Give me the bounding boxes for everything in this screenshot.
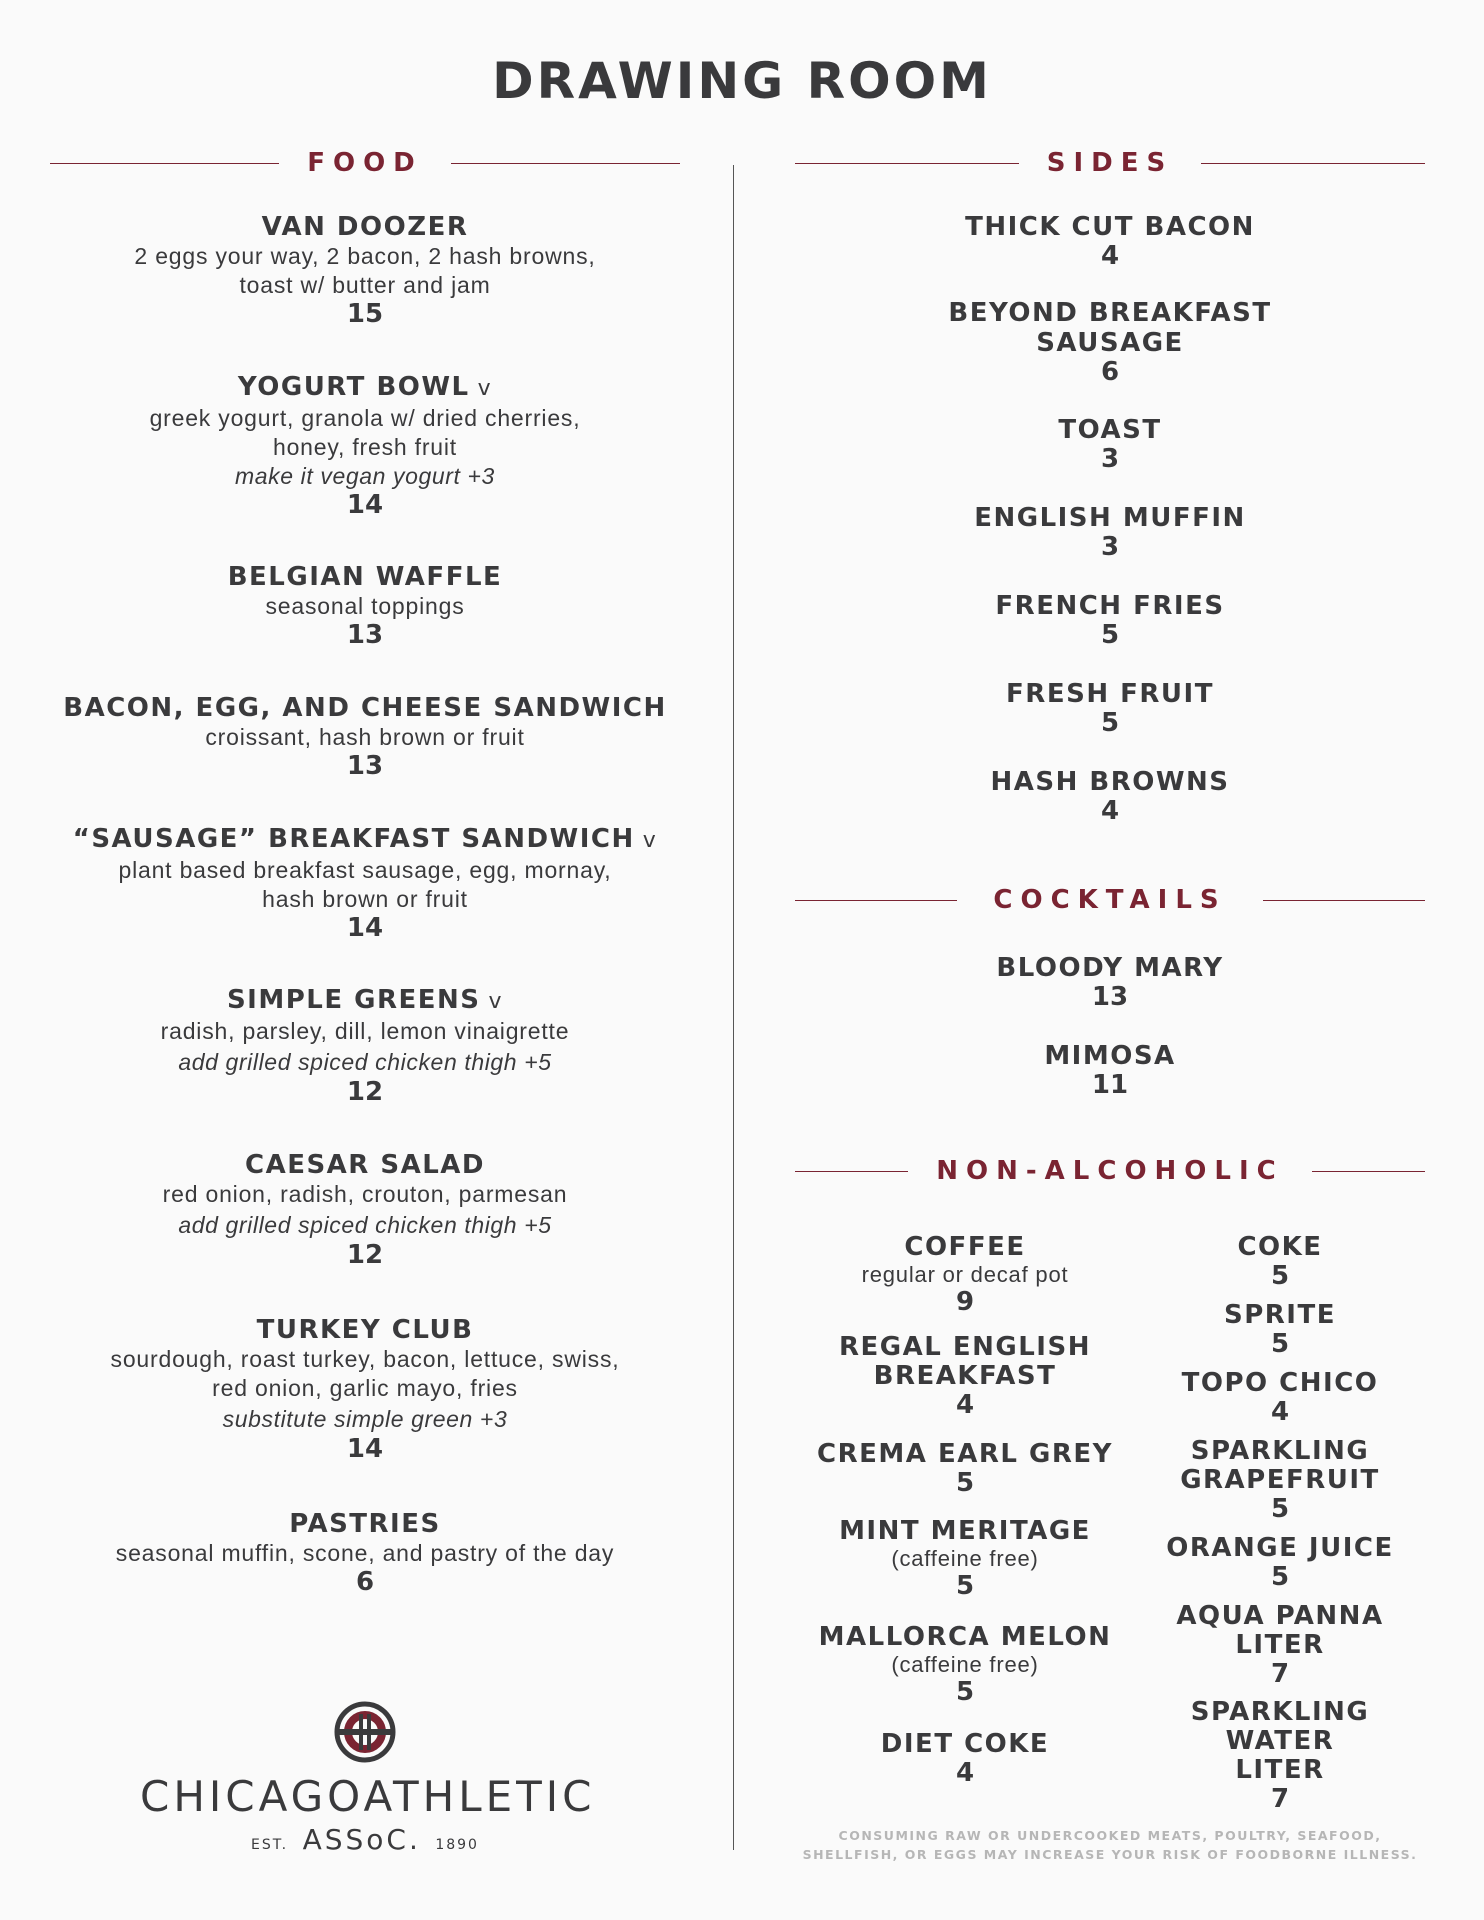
item-price: 15 (346, 299, 384, 329)
cocktail-item-mimosa (795, 1041, 1425, 1099)
item-price: 5 (1270, 1562, 1290, 1592)
item-name: PASTRIES (289, 1509, 441, 1539)
na-item-diet-coke (795, 1730, 1135, 1787)
item-name: SPARKLING WATER (1190, 1697, 1370, 1756)
item-name: SIMPLE GREENS (226, 985, 481, 1015)
sides-heading: SIDES (1046, 148, 1174, 178)
item-name: TURKEY CLUB (256, 1315, 474, 1345)
item-name: MINT MERITAGE (839, 1516, 1091, 1546)
vegetarian-marker: v (642, 828, 658, 853)
item-price: 13 (346, 751, 384, 781)
food-safety-disclaimer (800, 1826, 1420, 1864)
side-item-french-fries (795, 591, 1425, 649)
item-name: GRAPEFRUIT (1180, 1465, 1380, 1495)
logo-wordmark: CHICAGOATHLETIC (140, 1772, 596, 1821)
food-item-caesar-salad (50, 1150, 680, 1269)
item-price: 6 (355, 1567, 375, 1597)
non-alcoholic-heading: NON-ALCOHOLIC (936, 1156, 1284, 1186)
item-price: 5 (955, 1677, 975, 1707)
item-name: YOGURT BOWL (237, 372, 470, 402)
divider-rule (795, 163, 1019, 164)
right-column (795, 0, 1425, 1920)
food-item-belgian-waffle (50, 562, 680, 649)
divider-rule (451, 163, 680, 164)
cocktails-section-header (795, 885, 1425, 915)
item-price: 13 (346, 620, 384, 650)
na-item-orange-juice (1135, 1534, 1425, 1591)
item-price: 3 (1100, 444, 1120, 474)
side-item-bacon (795, 212, 1425, 270)
item-name: CAESAR SALAD (244, 1150, 485, 1180)
sides-section-header (795, 148, 1425, 178)
non-alcoholic-section-header (795, 1156, 1425, 1186)
item-price: 3 (1100, 532, 1120, 562)
page-title: DRAWING ROOM (492, 52, 992, 110)
na-item-sprite (1135, 1301, 1425, 1358)
cocktails-heading: COCKTAILS (993, 885, 1227, 915)
item-desc: croissant, hash brown or fruit (205, 724, 525, 750)
item-desc: 2 eggs your way, 2 bacon, 2 hash browns, (134, 243, 596, 269)
item-price: 11 (1091, 1070, 1129, 1100)
divider-rule (795, 900, 957, 901)
item-note: add grilled spiced chicken thigh +5 (178, 1212, 552, 1238)
item-note: substitute simple green +3 (222, 1406, 508, 1432)
item-name: ORANGE JUICE (1166, 1533, 1394, 1563)
item-name: TOAST (1058, 415, 1162, 445)
item-desc: sourdough, roast turkey, bacon, lettuce, swiss, (110, 1346, 620, 1372)
item-name: REGAL ENGLISH (839, 1332, 1091, 1362)
divider-rule (1201, 163, 1425, 164)
side-item-english-muffin (795, 503, 1425, 561)
divider-rule (1263, 900, 1425, 901)
item-name: HASH BROWNS (990, 767, 1230, 797)
food-column (50, 0, 680, 1920)
item-name: MALLORCA MELON (818, 1622, 1112, 1652)
item-name: ENGLISH MUFFIN (974, 503, 1246, 533)
food-item-yogurt-bowl (50, 372, 680, 519)
item-name: FRESH FRUIT (1006, 679, 1214, 709)
side-item-hash-browns (795, 767, 1425, 825)
item-name: MIMOSA (1044, 1041, 1176, 1071)
item-price: 14 (346, 490, 384, 520)
item-desc: radish, parsley, dill, lemon vinaigrette (160, 1018, 570, 1044)
item-price: 14 (346, 913, 384, 943)
item-desc: plant based breakfast sausage, egg, mornay, (118, 857, 612, 883)
item-price: 5 (1270, 1329, 1290, 1359)
food-item-turkey-club (50, 1315, 680, 1463)
na-item-crema-earl-grey (795, 1440, 1135, 1497)
logo-assoc: ASSoC. (302, 1823, 421, 1856)
item-price: 14 (346, 1434, 384, 1464)
item-price: 4 (955, 1390, 975, 1420)
item-desc: regular or decaf pot (861, 1262, 1069, 1287)
item-name: SPRITE (1224, 1300, 1336, 1330)
na-item-topo-chico (1135, 1369, 1425, 1426)
item-price: 4 (1270, 1397, 1290, 1427)
item-price: 5 (1270, 1494, 1290, 1524)
na-item-coke (1135, 1233, 1425, 1290)
item-name: AQUA PANNA (1176, 1601, 1384, 1631)
item-desc: (caffeine free) (891, 1546, 1039, 1571)
item-price: 6 (1100, 357, 1120, 387)
vegetarian-marker: v (488, 989, 504, 1014)
disclaimer-line: CONSUMING RAW OR UNDERCOOKED MEATS, POULTRY, SEAFOOD, (838, 1828, 1382, 1843)
item-desc: (caffeine free) (891, 1652, 1039, 1677)
disclaimer-line: SHELLFISH, OR EGGS MAY INCREASE YOUR RISK OF FOODBORNE ILLNESS. (802, 1847, 1418, 1862)
item-price: 5 (1100, 620, 1120, 650)
item-price: 13 (1091, 982, 1129, 1012)
item-name: LITER (1235, 1630, 1325, 1660)
item-name: COFFEE (904, 1232, 1026, 1262)
item-desc: red onion, radish, crouton, parmesan (162, 1181, 568, 1207)
food-item-simple-greens (50, 985, 680, 1106)
item-price: 4 (1100, 241, 1120, 271)
na-item-mallorca-melon (795, 1623, 1135, 1706)
item-name: DIET COKE (880, 1729, 1050, 1759)
item-desc: seasonal muffin, scone, and pastry of the day (115, 1540, 615, 1566)
item-name: THICK CUT BACON (965, 212, 1255, 242)
item-price: 4 (1100, 796, 1120, 826)
item-name: CREMA EARL GREY (817, 1439, 1113, 1469)
item-desc: honey, fresh fruit (272, 434, 457, 460)
na-item-sparkling-water (1135, 1698, 1425, 1813)
item-note: add grilled spiced chicken thigh +5 (178, 1049, 552, 1075)
logo-tagline (140, 1823, 590, 1856)
food-item-sausage-sandwich (50, 824, 680, 942)
item-price: 4 (955, 1758, 975, 1788)
chicago-athletic-logo (140, 1700, 596, 1860)
logo-year: 1890 (435, 1837, 479, 1853)
food-section-header (50, 148, 680, 178)
food-item-bacon-egg-cheese (50, 693, 680, 780)
food-heading: FOOD (307, 148, 423, 178)
item-name: TOPO CHICO (1181, 1368, 1379, 1398)
item-price: 5 (955, 1468, 975, 1498)
item-desc: red onion, garlic mayo, fries (212, 1375, 518, 1401)
divider-rule (1312, 1171, 1425, 1172)
na-item-mint-meritage (795, 1517, 1135, 1600)
item-name: BELGIAN WAFFLE (227, 562, 503, 592)
item-name: COKE (1237, 1232, 1323, 1262)
item-price: 12 (346, 1240, 384, 1270)
food-item-pastries (50, 1509, 680, 1596)
item-name: BEYOND BREAKFAST (948, 298, 1272, 328)
side-item-toast (795, 415, 1425, 473)
item-price: 5 (1270, 1261, 1290, 1291)
item-price: 5 (1100, 708, 1120, 738)
side-item-beyond-sausage (795, 298, 1425, 386)
item-name: FRENCH FRIES (995, 591, 1225, 621)
item-price: 7 (1270, 1784, 1290, 1814)
na-item-sparkling-grapefruit (1135, 1437, 1425, 1523)
na-item-regal-english (795, 1333, 1135, 1419)
item-price: 9 (955, 1287, 975, 1317)
side-item-fresh-fruit (795, 679, 1425, 737)
item-name: BACON, EGG, AND CHEESE SANDWICH (63, 693, 667, 723)
item-name: “SAUSAGE” BREAKFAST SANDWICH (72, 824, 635, 854)
logo-emblem-icon (333, 1700, 397, 1764)
food-item-van-doozer (50, 212, 680, 328)
item-desc: greek yogurt, granola w/ dried cherries, (149, 405, 581, 431)
column-divider (733, 165, 734, 1850)
item-price: 5 (955, 1571, 975, 1601)
item-name: BLOODY MARY (996, 953, 1224, 983)
item-name: VAN DOOZER (261, 212, 469, 242)
cocktail-item-bloody-mary (795, 953, 1425, 1011)
item-name: SAUSAGE (1036, 328, 1184, 358)
na-item-coffee (795, 1233, 1135, 1316)
item-desc: toast w/ butter and jam (239, 272, 491, 298)
divider-rule (795, 1171, 908, 1172)
item-desc: seasonal toppings (265, 593, 465, 619)
item-price: 12 (346, 1077, 384, 1107)
vegetarian-marker: v (477, 376, 493, 401)
item-name: BREAKFAST (873, 1361, 1057, 1391)
item-note: make it vegan yogurt +3 (235, 463, 495, 489)
item-price: 7 (1270, 1659, 1290, 1689)
logo-est: EST. (251, 1837, 289, 1853)
item-name: LITER (1235, 1755, 1325, 1785)
item-name: SPARKLING (1190, 1436, 1370, 1466)
item-desc: hash brown or fruit (262, 886, 468, 912)
na-item-aqua-panna (1135, 1602, 1425, 1688)
divider-rule (50, 163, 279, 164)
